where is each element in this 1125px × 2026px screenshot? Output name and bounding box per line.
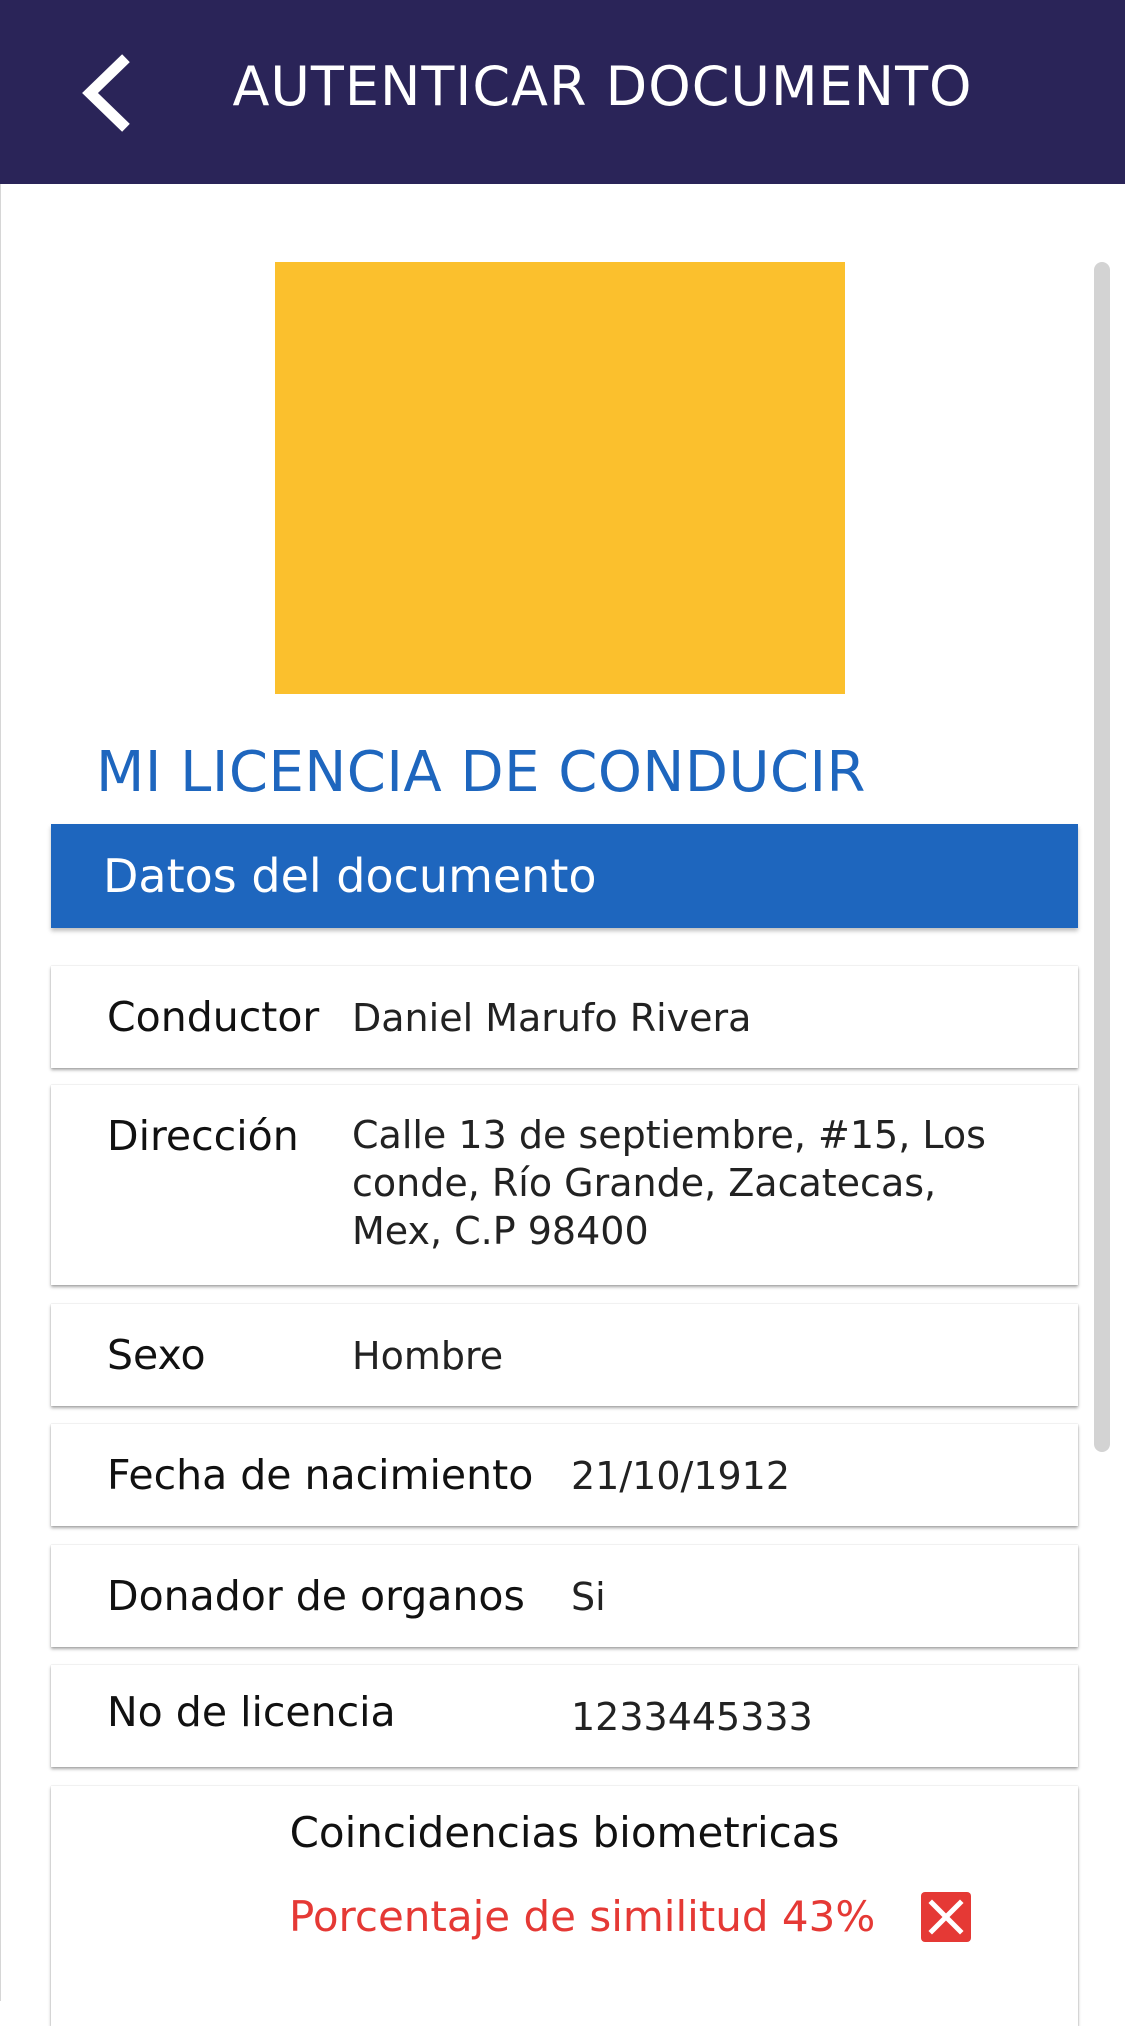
biometric-title: Coincidencias biometricas: [289, 1808, 840, 1857]
field-value: Hombre: [352, 1334, 504, 1378]
scrollbar[interactable]: [1094, 262, 1110, 1452]
close-icon: [921, 1892, 971, 1942]
field-value: 21/10/1912: [571, 1454, 791, 1498]
field-label: Sexo: [107, 1331, 206, 1379]
field-label: Donador de organos: [107, 1572, 525, 1620]
field-value: Daniel Marufo Rivera: [352, 996, 752, 1040]
document-image: [275, 262, 845, 694]
field-label: Dirección: [107, 1112, 299, 1160]
field-row-conductor: [51, 966, 1078, 1068]
field-value: 1233445333: [571, 1695, 813, 1739]
section-header: [51, 824, 1078, 928]
field-row-licencia: [51, 1665, 1078, 1767]
field-value: Calle 13 de septiembre, #15, Los conde, Río Grande, Zacatecas, Mex, C.P 98400: [352, 1113, 986, 1253]
page-title: AUTENTICAR DOCUMENTO: [232, 55, 973, 118]
app-header: [0, 0, 1125, 184]
section-header-label: Datos del documento: [103, 849, 597, 903]
field-row-sexo: [51, 1304, 1078, 1406]
field-row-direccion: [51, 1085, 1078, 1285]
biometric-card: [51, 1786, 1078, 2026]
similarity-percentage: Porcentaje de similitud 43%: [289, 1892, 876, 1941]
field-label: Fecha de nacimiento: [107, 1451, 534, 1499]
field-row-donador: [51, 1545, 1078, 1647]
field-label: Conductor: [107, 993, 320, 1041]
document-title: MI LICENCIA DE CONDUCIR: [96, 740, 866, 805]
field-value: Si: [571, 1575, 606, 1619]
field-row-fecha-nacimiento: [51, 1424, 1078, 1526]
field-label: No de licencia: [107, 1688, 396, 1736]
